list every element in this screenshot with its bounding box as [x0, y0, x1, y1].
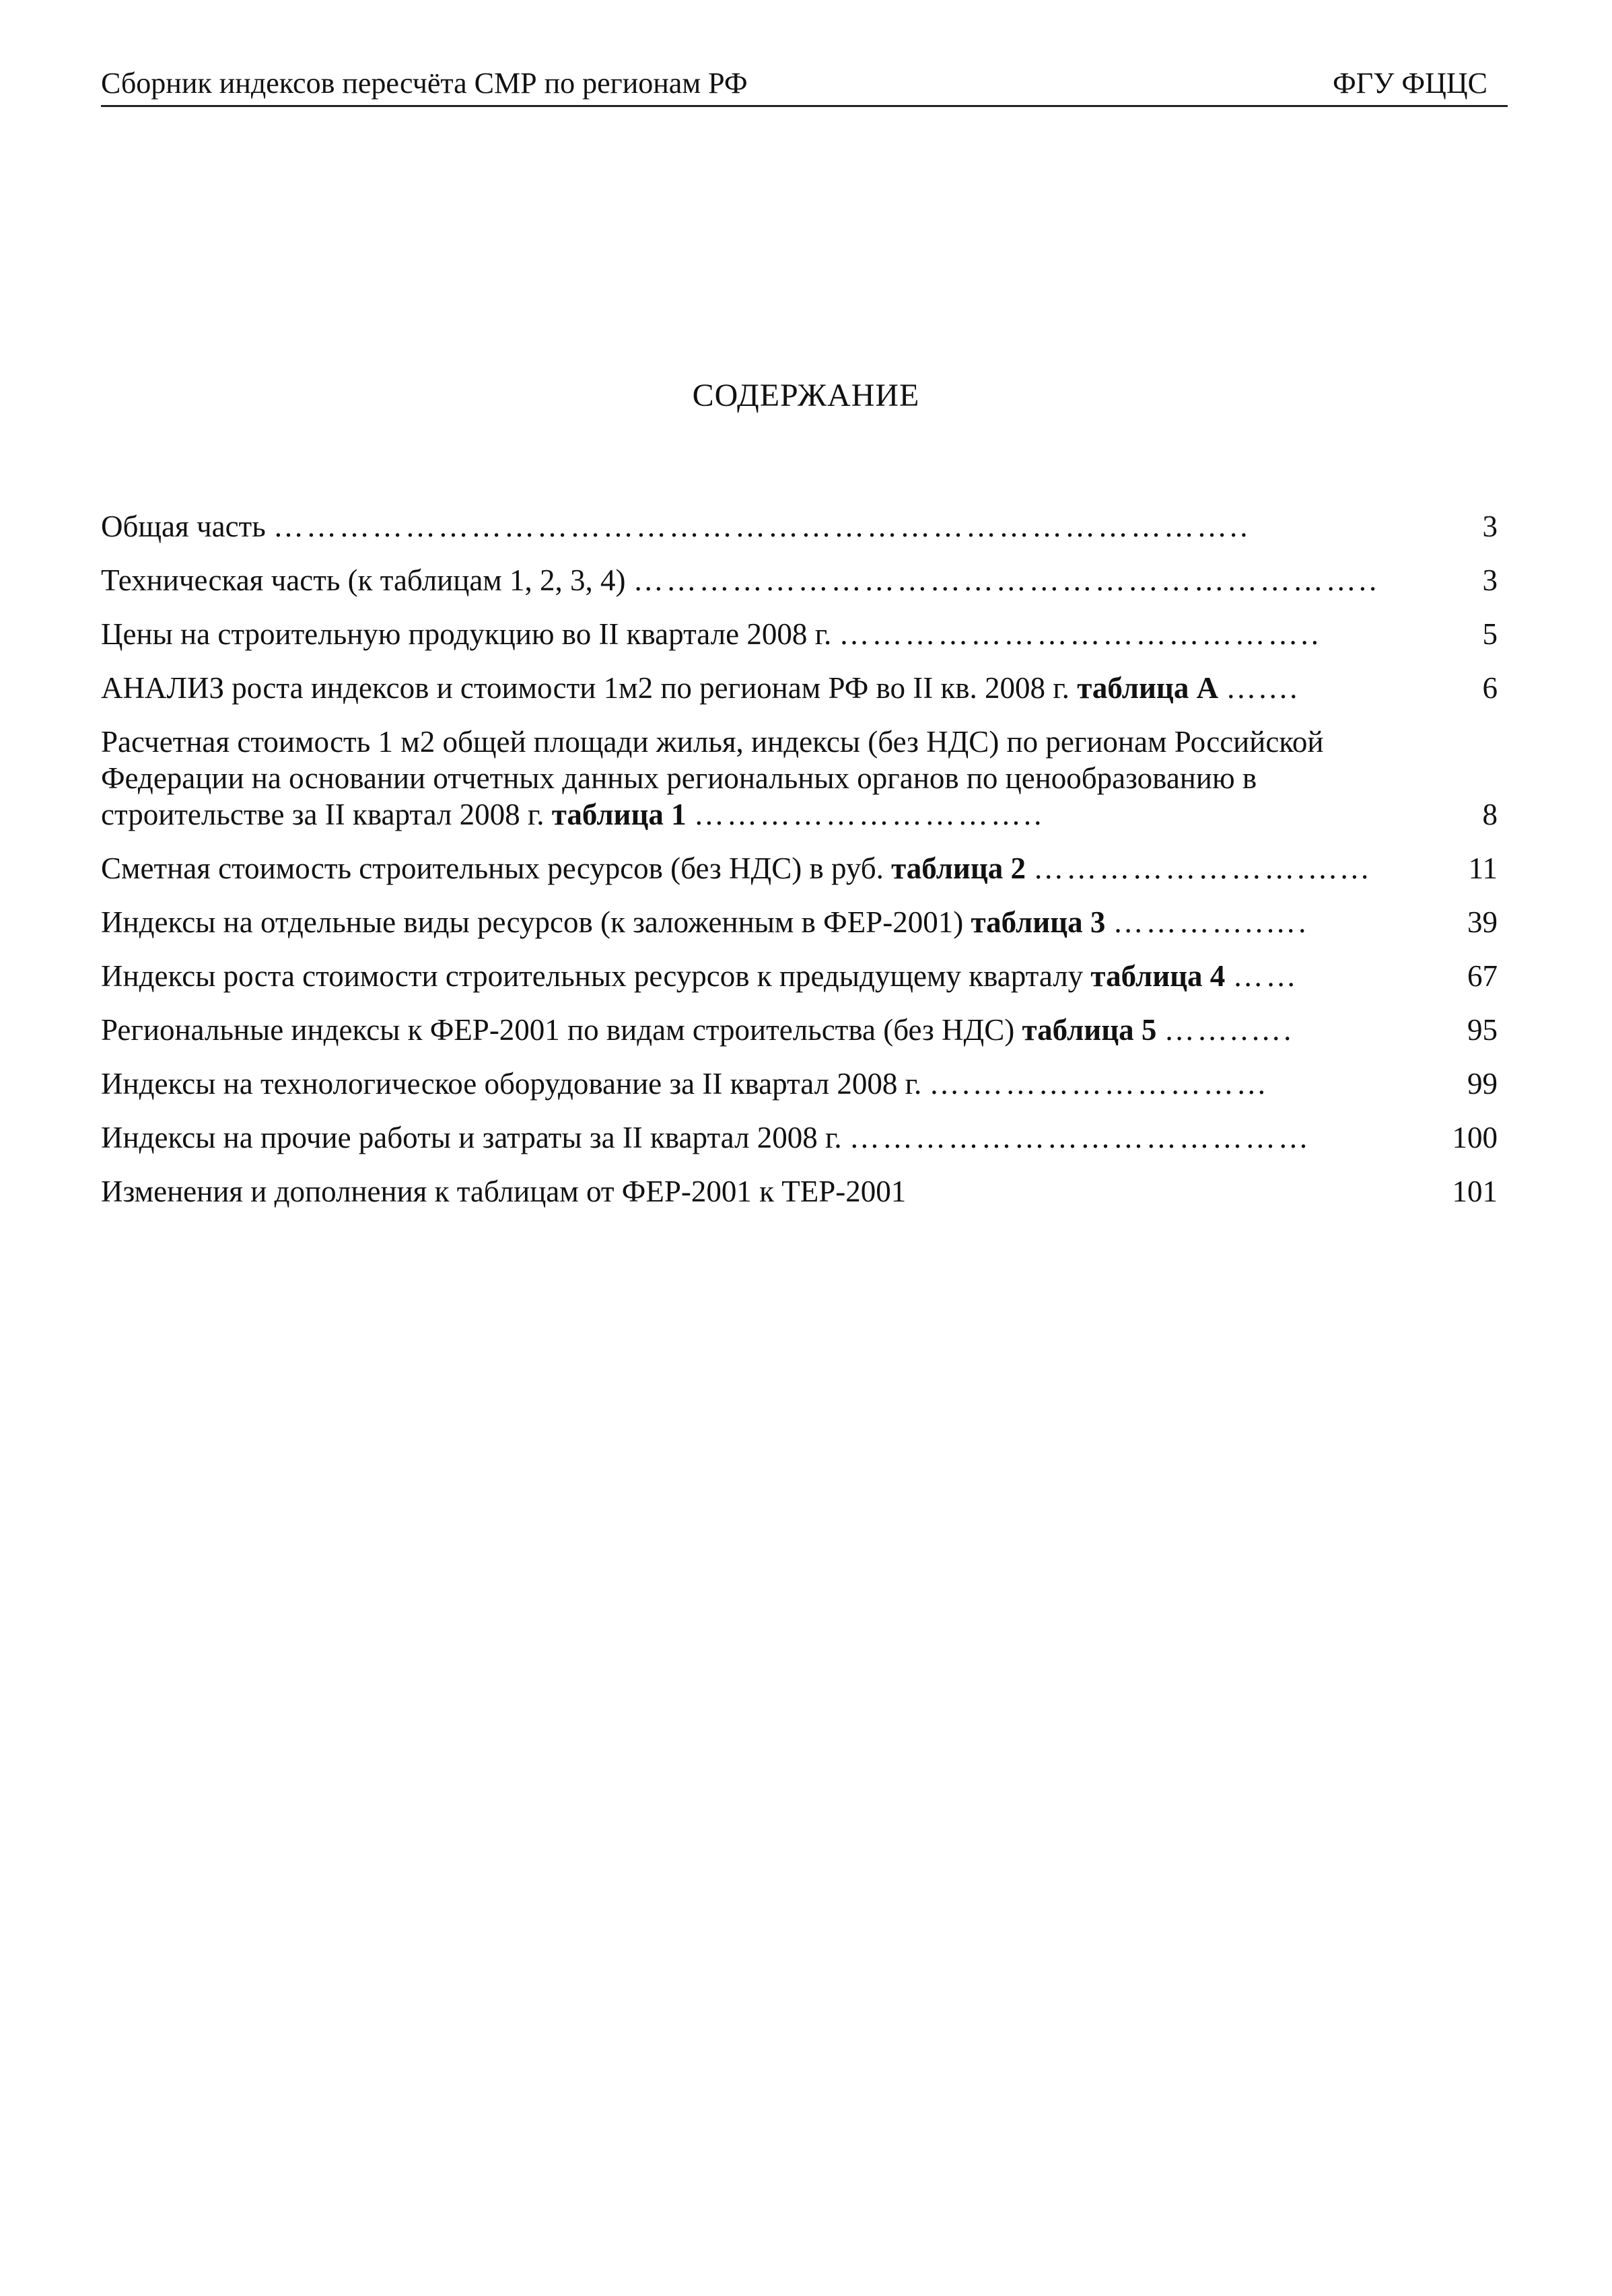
toc-entry-leader: …………………………………… — [849, 1121, 1311, 1154]
toc-entry — [101, 1012, 1498, 1048]
toc-entry-page: 3 — [1482, 510, 1498, 543]
toc-entry-text: Техническая часть (к таблицам 1, 2, 3, 4) — [101, 563, 626, 597]
page-title: СОДЕРЖАНИЕ — [692, 378, 920, 413]
toc-entry-page: 39 — [1467, 905, 1498, 939]
toc-entry-page: 67 — [1467, 959, 1498, 993]
toc-entry-leader: …………………………………….. — [839, 617, 1321, 651]
toc-entry-leader: ….... — [1226, 671, 1300, 705]
toc-entry-table-ref: таблица 2 — [891, 851, 1026, 885]
toc-entry — [101, 724, 1498, 833]
toc-entry — [101, 850, 1498, 886]
toc-entry-leader: ………………………………………………………….. — [633, 563, 1380, 597]
toc-entry — [101, 670, 1498, 706]
header-organization: ФГУ ФЦЦС — [1332, 67, 1487, 100]
toc-entry-text: Региональные индексы к ФЕР-2001 по видам строительства (без НДС) — [101, 1013, 1015, 1047]
toc-entry-text: Индексы на прочие работы и затраты за II квартал 2008 г. — [101, 1121, 842, 1154]
toc-entry-page: 99 — [1467, 1067, 1498, 1101]
toc-entry-table-ref: таблица 3 — [971, 905, 1106, 939]
toc-entry-page: 100 — [1452, 1121, 1498, 1154]
toc-entry-table-ref: таблица 5 — [1022, 1013, 1157, 1047]
toc-entry — [101, 904, 1498, 940]
toc-entry — [101, 616, 1498, 652]
toc-entry-leader: …………………….…... — [1033, 851, 1372, 885]
toc-entry-leader: …………………………………………………………………………….. — [273, 510, 1251, 543]
toc-entry-text: Расчетная стоимость 1 м2 общей площади жилья, индексы (без НДС) по регионам Российской Федерации на основании отчетных данных региональных органов по ценообразованию в строительстве за II квартал 2008 г. — [101, 725, 1324, 831]
toc-entry-leader: ….……………………… — [929, 1067, 1269, 1101]
toc-entry-text: Индексы роста стоимости строительных ресурсов к предыдущему кварталу — [101, 959, 1084, 993]
toc-entry-table-ref: таблица 4 — [1090, 959, 1226, 993]
toc-entry-page: 95 — [1467, 1013, 1498, 1047]
toc-entry-page: 5 — [1482, 617, 1498, 651]
toc-entry-page: 11 — [1468, 851, 1498, 885]
toc-entry-text: Общая часть — [101, 510, 266, 543]
toc-entry — [101, 1173, 1498, 1210]
toc-entry-page: 101 — [1452, 1175, 1498, 1208]
header-collection-title: Сборник индексов пересчёта СМР по регионам РФ — [101, 67, 748, 100]
toc-entry-text: Сметная стоимость строительных ресурсов (без НДС) в руб. — [101, 851, 884, 885]
toc-entry-table-ref: таблица А — [1077, 671, 1219, 705]
toc-entry-leader: ………………………….. — [693, 798, 1045, 831]
toc-entry — [101, 958, 1498, 994]
toc-entry-page: 6 — [1482, 671, 1498, 705]
toc-entry-page: 3 — [1482, 563, 1498, 597]
toc-entry — [101, 1066, 1498, 1102]
page-header — [101, 65, 1508, 107]
toc-entry-leader: …………..…. — [1113, 905, 1309, 939]
toc-entry-text: АНАЛИЗ роста индексов и стоимости 1м2 по регионам РФ во II кв. 2008 г. — [101, 671, 1070, 705]
toc-entry-text: Индексы на технологическое оборудование за II квартал 2008 г. — [101, 1067, 922, 1101]
toc-entry — [101, 508, 1498, 545]
toc-entry-text: Индексы на отдельные виды ресурсов (к заложенным в ФЕР-2001) — [101, 905, 964, 939]
toc-entry-leader: ……..…. — [1164, 1013, 1294, 1047]
toc-entry-text: Цены на строительную продукцию во II квартале 2008 г. — [101, 617, 832, 651]
toc-entry-page: 8 — [1482, 798, 1498, 831]
table-of-contents — [101, 508, 1498, 1227]
toc-entry-table-ref: таблица 1 — [551, 798, 687, 831]
toc-entry-text: Изменения и дополнения к таблицам от ФЕР-2001 к ТЕР-2001 — [101, 1175, 907, 1208]
toc-entry — [101, 562, 1498, 598]
toc-entry — [101, 1119, 1498, 1156]
toc-entry-leader: …… — [1232, 959, 1299, 993]
